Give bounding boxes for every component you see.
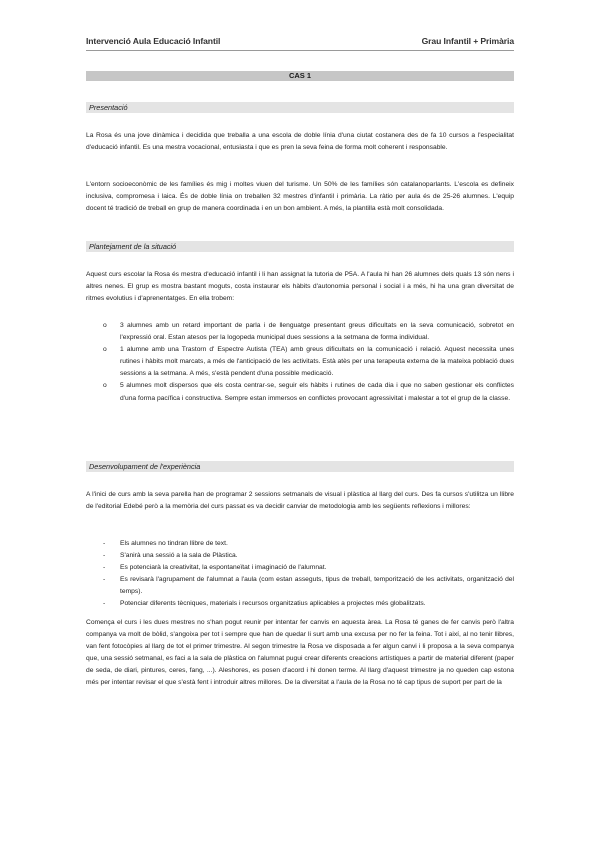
list-item [86, 380, 514, 404]
desenvolupament-paragraph-2: Comença el curs i les dues mestres no s'han pogut reunir per intentar fer canvis en aquesta àrea. La Rosa té ganes de fer canvis però l'altra companya va molt de bòlid, s'angoixa per tot i sempre que han de quedar li surt amb una excusa per no fer la feina. Tot i així, al no tenir llibres, van fent fotocòpies al llarg de tot el primer trimestre. Al segon trimestre la Rosa ve disposada a fer algun canvi i li proposa a la seva companya que, una sessió setmanal, es faci a la sala de plàstica on l'alumnat pugui crear diferents creacions artístiques a partir de material diferent (paper de seda, de diari, pintures, ceres, fang, ...). Aleshores, es posen d'acord i hi donen terme. Al llarg d'aquest trimestre ja no queden cap estona més per intentar revisar el que s'està fent i introduir altres millores. De la diversitat a l'aula de la Rosa no té cap tipus de suport per part de la [86, 619, 514, 687]
list-item-text: S'anirà una sessió a la sala de Plàstica. [120, 552, 238, 560]
list-item-text: 3 alumnes amb un retard important de parla i de llenguatge presentant greus dificultats en la seva comunicació, sobretot en l'expressió oral. Estan atesos per la logopeda municipal dues sessions a la setmana de forma individual. [120, 322, 514, 342]
section-heading-presentacio: Presentació [86, 102, 514, 113]
plantejament-paragraph-1: Aquest curs escolar la Rosa és mestra d'educació infantil i li han assignat la tutoria de P5A. A l'aula hi han 26 alumnes dels quals 13 són nens i altres nenes. El grup es mostra bastant moguts, costa instaurar els hàbits d'autonomia personal i social i a més, hi ha una gran diversitat de ritmes evolutius i d'aprenentatges. En ella trobem: [86, 271, 514, 303]
plantejament-student-list [86, 320, 514, 405]
circle-bullet-icon: o [103, 346, 107, 354]
list-item-text: Es potenciarà la creativitat, la espontaneïtat i imaginació de l'alumnat. [120, 564, 327, 572]
header-course-title: Intervenció Aula Educació Infantil [86, 36, 221, 46]
circle-bullet-icon: o [103, 382, 107, 390]
header-divider [86, 50, 514, 51]
list-item [86, 562, 514, 574]
list-item [86, 598, 514, 610]
dash-bullet-icon: - [103, 564, 106, 572]
dash-bullet-icon: - [103, 576, 106, 584]
desenvolupament-improvements-list [86, 538, 514, 611]
list-item-text: Potenciar diferents tècniques, materials i recursos organitzatius aplicables a projectes més globalitzats. [120, 600, 426, 608]
list-item [86, 320, 514, 344]
section-heading-plantejament: Plantejament de la situació [86, 241, 514, 252]
header-degree-title: Grau Infantil + Primària [421, 36, 514, 46]
list-item-text: Es revisarà l'agrupament de l'alumnat a l'aula (com estan asseguts, tipus de treball, temporització de les activitats, organització del temps). [120, 576, 514, 596]
page-header [86, 36, 514, 48]
list-item [86, 344, 514, 380]
presentacio-paragraph-1: La Rosa és una jove dinàmica i decidida que treballa a una escola de doble línia d'una ciutat costanera des de fa 10 cursos a l'especialitat d'educació infantil. Es una mestra vocacional, entusiasta i que es pren la seva feina de forma molt coherent i responsable. [86, 132, 514, 152]
list-item-text: Els alumnes no tindran llibre de text. [120, 540, 228, 547]
list-item-text: 5 alumnes molt dispersos que els costa centrar-se, seguir els hàbits i rutines de cada dia i que no saben gestionar els conflictes d'una forma pacífica i constructiva. Sempre estan immersos en conflictes provocant agressivitat i malestar a tot el grup de la classe. [120, 382, 514, 402]
list-item-text: 1 alumne amb una Trastorn d' Espectre Autista (TEA) amb greus dificultats en la comunicació i relació. Aquest necessita unes rutines i hàbits molt marcats, a més de l'anticipació de les activitats. Està atès per una terapeuta externa de la mateixa població dues sessions a la setmana. A més, s'està pendent d'una possible medicació. [120, 346, 514, 378]
dash-bullet-icon: - [103, 600, 106, 608]
desenvolupament-paragraph-1: A l'inici de curs amb la seva parella han de programar 2 sessions setmanals de visual i plàstica al llarg del curs. Des fa cursos s'utilitza un llibre de l'editorial Edebé però a la memòria del curs passat es va decidir canviar de metodologia amb les següents reflexions i millores: [86, 491, 514, 511]
case-title-bar: CAS 1 [86, 71, 514, 81]
circle-bullet-icon: o [103, 322, 107, 329]
list-item [86, 550, 514, 562]
dash-bullet-icon: - [103, 552, 106, 560]
list-item [86, 574, 514, 598]
list-item [86, 538, 514, 550]
section-heading-desenvolupament: Desenvolupament de l'experiència [86, 461, 514, 472]
dash-bullet-icon: - [103, 540, 106, 547]
presentacio-paragraph-2: L'entorn socioeconòmic de les famílies és mig i moltes viuen del turisme. Un 50% de les famílies són catalanoparlants. L'escola es defineix inclusiva, compromesa i laica. És de doble línia on treballen 32 mestres d'infantil i primària. La ràtio per aula és de 25-26 alumnes. L'equip docent té tradició de treball en grup de manera coordinada i en un bon ambient. A més, la plantilla està molt consolidada. [86, 181, 514, 213]
